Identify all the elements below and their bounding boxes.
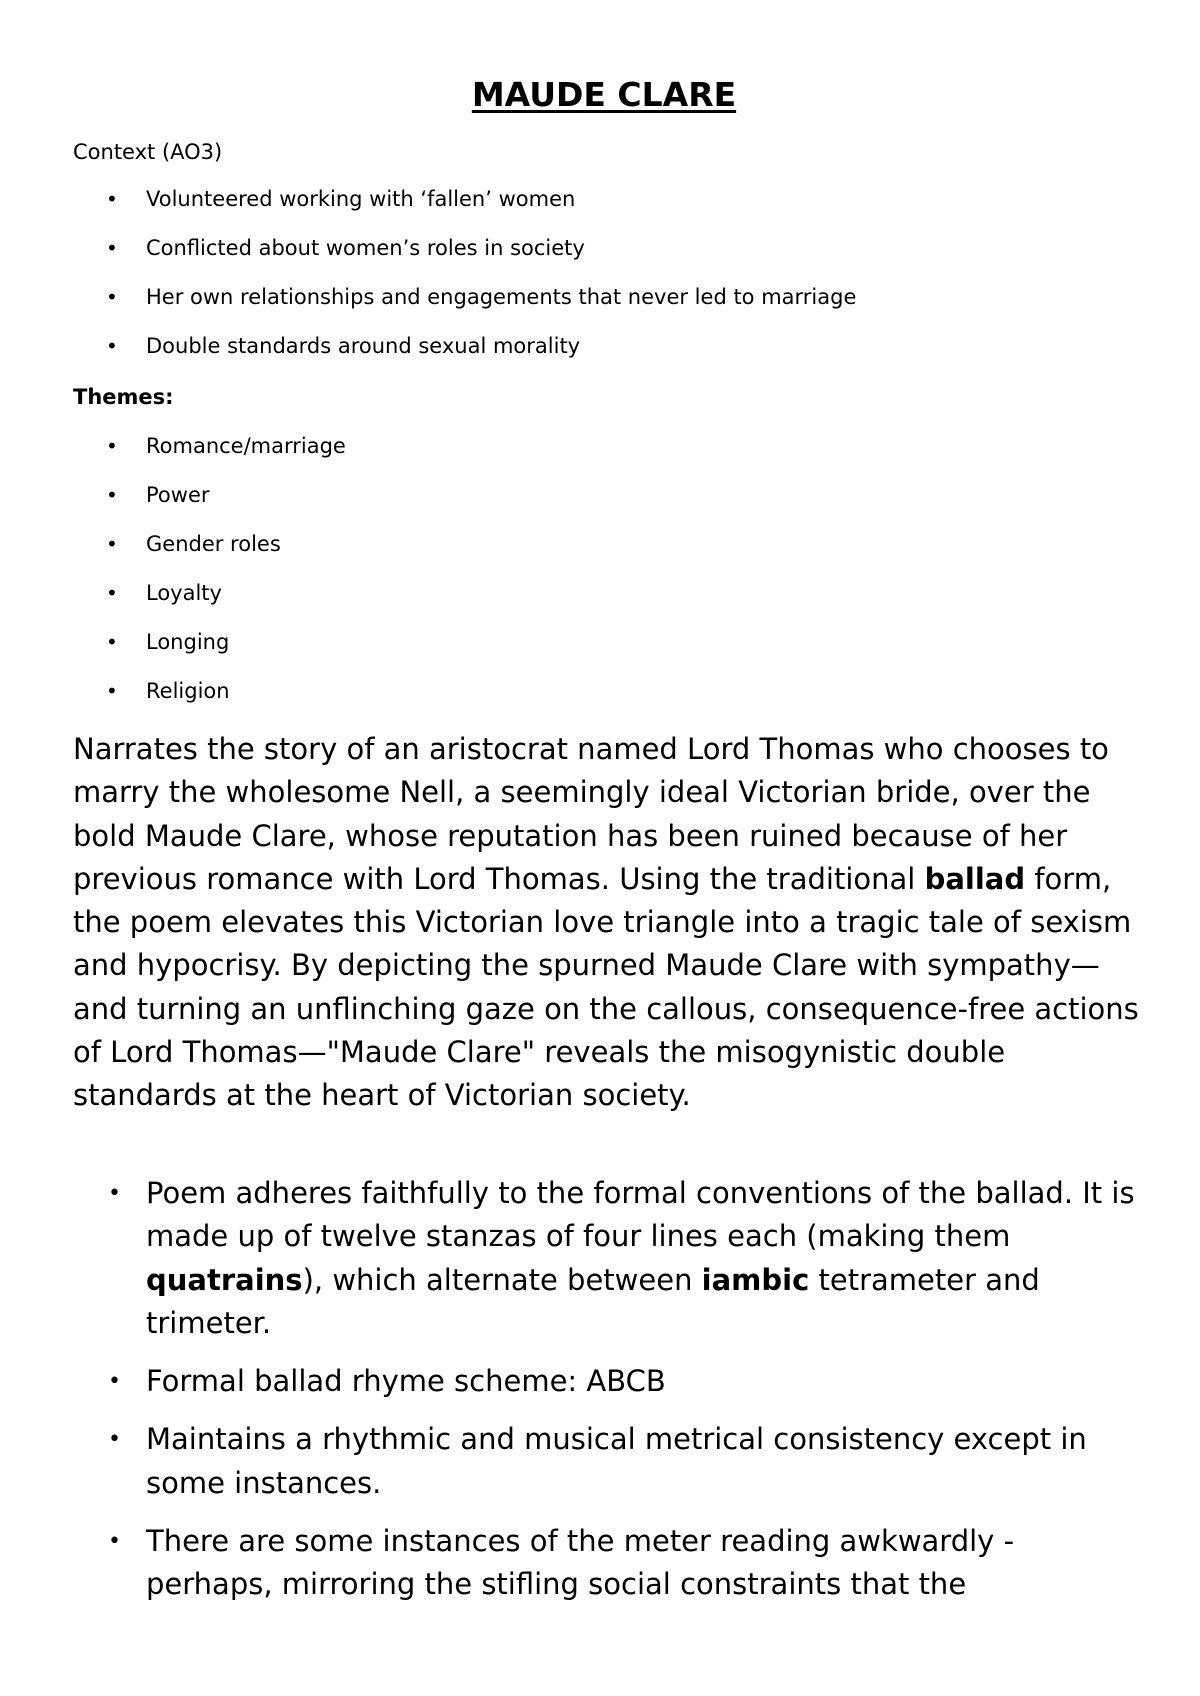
themes-heading: Themes: (73, 385, 174, 409)
list-item: • Conflicted about women’s roles in society (73, 233, 856, 282)
list-item (73, 1172, 1143, 1345)
page-title: MAUDE CLARE (471, 75, 737, 114)
list-item: • Maintains a rhythmic and musical metrical consistency except in some instances. (73, 1418, 1143, 1505)
point-text: Poem adheres faithfully to the formal conventions of the ballad. It is made up of twelve stanzas of four lines each (making them (146, 1176, 1135, 1254)
list-item: • Volunteered working with ‘fallen’ women (73, 184, 856, 233)
point-text: tetrameter and trimeter. (146, 1262, 1040, 1340)
list-item: • There are some instances of the meter reading awkwardly - perhaps, mirroring the stifling social constraints that the (73, 1520, 1143, 1607)
themes-list (73, 431, 346, 725)
list-item: • Her own relationships and engagements that never led to marriage (73, 282, 856, 331)
list-item: • Double standards around sexual morality (73, 331, 856, 380)
ballad-term: ballad (924, 861, 1026, 896)
list-item: • Religion (73, 676, 346, 725)
list-item: • Loyalty (73, 578, 346, 627)
context-list (73, 184, 856, 380)
summary-paragraph (73, 728, 1148, 1118)
point-text: ), which alternate between (302, 1262, 702, 1297)
list-item: • Power (73, 480, 346, 529)
quatrains-term: quatrains (146, 1262, 303, 1297)
form-points-list (73, 1172, 1143, 1622)
summary-text: form, the poem elevates this Victorian love triangle into a tragic tale of sexism and hypocrisy. By depicting the spurned Maude Clare with sympathy—and turning an unflinching gaze on the callous, consequence-free actions of Lord Thomas—"Maude Clare" reveals the misogynistic double standards at the heart of Victorian society. (73, 861, 1139, 1113)
list-item: • Romance/marriage (73, 431, 346, 480)
iambic-term: iambic (701, 1262, 810, 1297)
context-heading: Context (AO3) (73, 140, 223, 164)
summary-text: Narrates the story of an aristocrat named Lord Thomas who chooses to marry the wholesome Nell, a seemingly ideal Victorian bride, over the bold Maude Clare, whose reputation has been ruined because of her previous romance with Lord Thomas. Using the traditional (73, 732, 1109, 896)
list-item: • Formal ballad rhyme scheme: ABCB (73, 1360, 1143, 1403)
list-item: • Longing (73, 627, 346, 676)
list-item: • Gender roles (73, 529, 346, 578)
